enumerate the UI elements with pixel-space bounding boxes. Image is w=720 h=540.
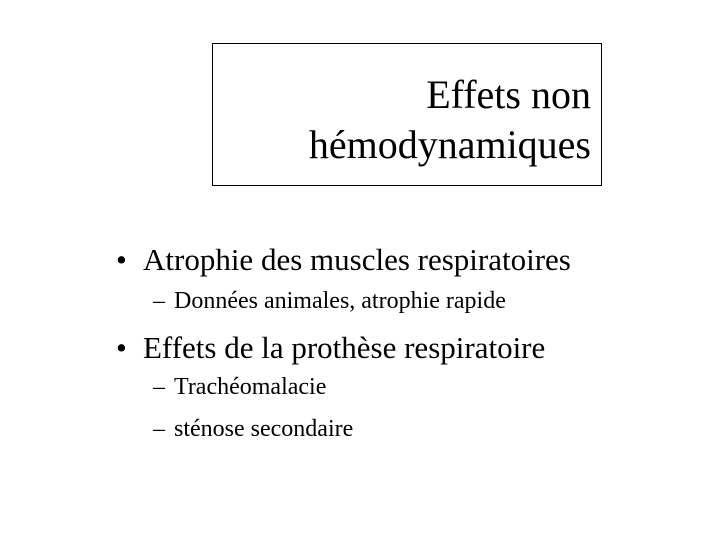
slide-title-line-1: Effets non (426, 72, 591, 117)
slide-title-box (212, 43, 602, 186)
bullet-text: Atrophie des muscles respiratoires (143, 242, 571, 277)
sub-bullet-text: Trachéomalacie (174, 374, 327, 400)
sub-bullet-marker: – (153, 288, 165, 314)
bullet-text: Effets de la prothèse respiratoire (143, 330, 546, 365)
slide-title-line-2: hémodynamiques (308, 122, 591, 167)
bullet-marker: • (116, 242, 127, 277)
bullet-marker: • (116, 330, 127, 365)
slide-title (309, 70, 591, 170)
sub-bullet-marker: – (153, 374, 165, 400)
sub-bullet-marker: – (153, 416, 165, 442)
sub-bullet-text: Données animales, atrophie rapide (174, 288, 506, 314)
sub-bullet-text: sténose secondaire (174, 416, 354, 442)
